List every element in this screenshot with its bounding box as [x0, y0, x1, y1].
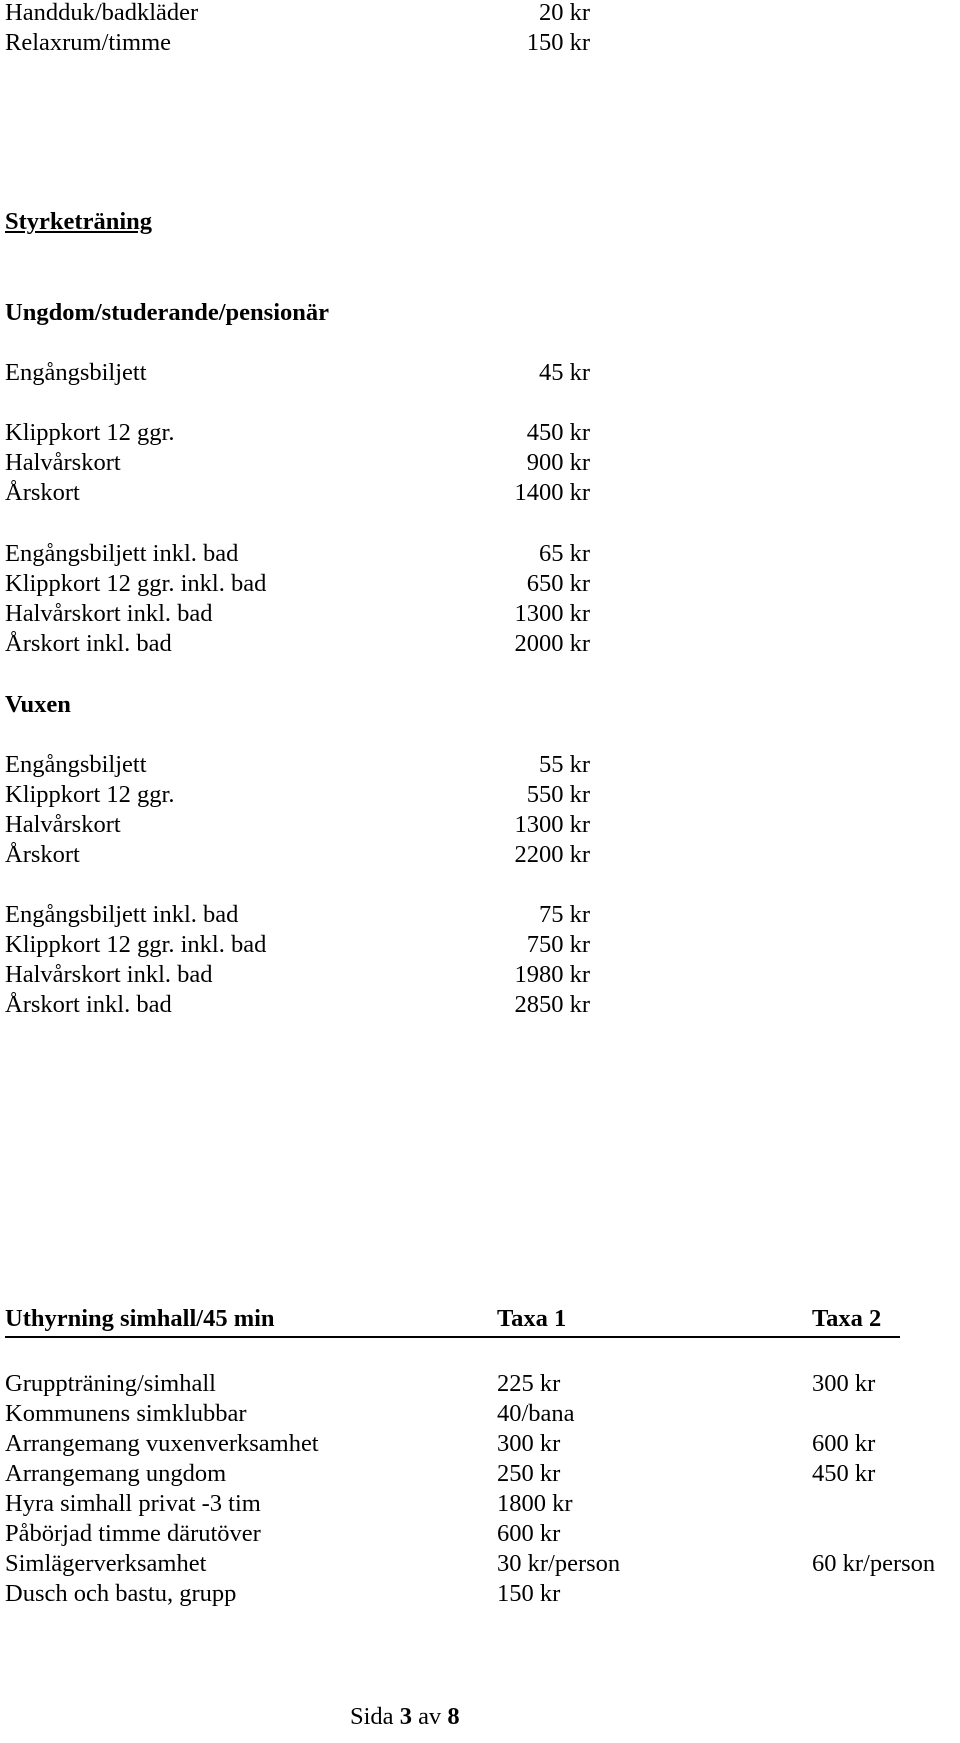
rental-header-taxa2: Taxa 2 — [812, 1305, 882, 1332]
price-label: Klippkort 12 ggr. inkl. bad — [5, 931, 267, 958]
subsection-heading-adult: Vuxen — [5, 691, 71, 718]
rental-header-taxa1: Taxa 1 — [497, 1305, 567, 1332]
rental-label: Simlägerverksamhet — [5, 1550, 207, 1577]
price-value: 2200 kr — [514, 841, 590, 868]
price-value: 750 kr — [526, 931, 590, 958]
price-label: Årskort inkl. bad — [5, 991, 172, 1018]
footer-page: 3 — [399, 1703, 412, 1730]
price-label: Halvårskort inkl. bad — [5, 961, 213, 988]
rental-taxa1: 40/bana — [497, 1400, 575, 1427]
section-title-strength: Styrketräning — [5, 208, 152, 235]
price-value: 1300 kr — [514, 811, 590, 838]
rental-taxa2: 60 kr/person — [812, 1550, 936, 1577]
item-price: 20 kr — [538, 0, 590, 26]
item-price: 150 kr — [526, 29, 590, 56]
price-label: Engångsbiljett — [5, 751, 147, 778]
price-value: 75 kr — [538, 901, 590, 928]
price-label: Halvårskort — [5, 449, 121, 476]
item-label: Handduk/badkläder — [5, 0, 199, 26]
price-value: 1400 kr — [514, 479, 590, 506]
rental-label: Arrangemang vuxenverksamhet — [5, 1430, 319, 1457]
rental-label: Hyra simhall privat -3 tim — [5, 1490, 261, 1517]
rental-taxa1: 225 kr — [497, 1370, 561, 1397]
rental-header-title: Uthyrning simhall/45 min — [5, 1305, 275, 1332]
rental-table-header — [5, 1303, 900, 1338]
price-label: Årskort — [5, 479, 80, 506]
price-value: 2850 kr — [514, 991, 590, 1018]
price-value: 1980 kr — [514, 961, 590, 988]
price-value: 2000 kr — [514, 630, 590, 657]
price-value: 550 kr — [526, 781, 590, 808]
price-label: Klippkort 12 ggr. inkl. bad — [5, 570, 267, 597]
rental-label: Dusch och bastu, grupp — [5, 1580, 237, 1607]
price-value: 1300 kr — [514, 600, 590, 627]
page-number-footer — [350, 1700, 460, 1733]
rental-label: Påbörjad timme därutöver — [5, 1520, 261, 1547]
price-value: 450 kr — [526, 419, 590, 446]
footer-total: 8 — [447, 1703, 460, 1730]
rental-taxa2: 600 kr — [812, 1430, 876, 1457]
subsection-heading-youth: Ungdom/studerande/pensionär — [5, 299, 330, 326]
rental-taxa2: 300 kr — [812, 1370, 876, 1397]
price-value: 45 kr — [538, 359, 590, 386]
price-value: 55 kr — [538, 751, 590, 778]
price-label: Klippkort 12 ggr. — [5, 781, 175, 808]
rental-taxa1: 30 kr/person — [497, 1550, 621, 1577]
rental-taxa1: 300 kr — [497, 1430, 561, 1457]
price-value: 900 kr — [526, 449, 590, 476]
rental-taxa1: 1800 kr — [497, 1490, 573, 1517]
price-label: Engångsbiljett inkl. bad — [5, 540, 239, 567]
price-label: Engångsbiljett — [5, 359, 147, 386]
price-label: Halvårskort inkl. bad — [5, 600, 213, 627]
item-label: Relaxrum/timme — [5, 29, 172, 56]
rental-label: Arrangemang ungdom — [5, 1460, 227, 1487]
price-label: Engångsbiljett inkl. bad — [5, 901, 239, 928]
price-value: 65 kr — [538, 540, 590, 567]
price-label: Klippkort 12 ggr. — [5, 419, 175, 446]
rental-taxa1: 250 kr — [497, 1460, 561, 1487]
price-label: Halvårskort — [5, 811, 121, 838]
footer-middle: av — [418, 1703, 442, 1730]
rental-label: Gruppträning/simhall — [5, 1370, 216, 1397]
rental-taxa2: 450 kr — [812, 1460, 876, 1487]
price-value: 650 kr — [526, 570, 590, 597]
rental-taxa1: 150 kr — [497, 1580, 561, 1607]
rental-label: Kommunens simklubbar — [5, 1400, 247, 1427]
price-label: Årskort — [5, 841, 80, 868]
rental-taxa1: 600 kr — [497, 1520, 561, 1547]
footer-prefix: Sida — [350, 1703, 394, 1730]
price-label: Årskort inkl. bad — [5, 630, 172, 657]
